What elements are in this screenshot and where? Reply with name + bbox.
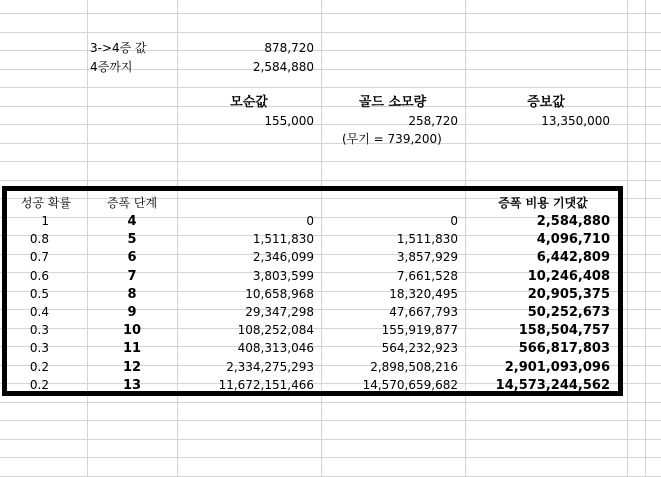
grid-vline [645,0,646,477]
table-cell[interactable]: 1,511,830 [252,232,314,246]
table-cell[interactable]: 2,334,275,293 [226,360,314,374]
table-cell[interactable]: 1,511,830 [396,232,458,246]
table-cell[interactable]: 10,246,408 [527,269,610,284]
table-cell[interactable]: 14,573,244,562 [495,378,610,393]
table-cell[interactable]: 0.8 [29,232,49,246]
grid-hline [0,457,661,458]
table-cell[interactable]: 14,570,659,682 [362,378,458,392]
grid-hline [0,439,661,440]
summary-label-2[interactable]: 4증까지 [90,60,133,74]
table-cell[interactable]: 2,584,880 [536,214,610,229]
gold-cost-value[interactable]: 258,720 [408,114,458,128]
table-cell[interactable]: 0.5 [29,287,49,301]
header-expected-cost[interactable]: 증폭 비용 기댓값 [498,196,588,210]
table-cell[interactable]: 8 [127,287,137,302]
table-cell[interactable]: 3,857,929 [396,250,458,264]
table-cell[interactable]: 5 [127,232,137,247]
table-cell[interactable]: 0.6 [29,269,49,283]
insurance-price-header[interactable]: 증보값 [527,95,565,110]
table-cell[interactable]: 108,252,084 [237,323,314,337]
table-cell[interactable]: 4,096,710 [536,232,610,247]
table-cell[interactable]: 158,504,757 [518,323,610,338]
table-cell[interactable]: 0.4 [29,305,49,319]
base-price-header[interactable]: 모순값 [230,95,268,110]
table-cell[interactable]: 11,672,151,466 [218,378,314,392]
table-cell[interactable]: 12 [122,360,142,375]
grid-hline [0,13,661,14]
table-cell[interactable]: 20,905,375 [527,287,610,302]
table-cell[interactable]: 3,803,599 [252,269,314,283]
table-cell[interactable]: 155,919,877 [381,323,458,337]
table-thick-border [2,186,623,396]
table-cell[interactable]: 7 [127,269,137,284]
grid-hline [0,32,661,33]
table-cell[interactable]: 2,901,093,096 [504,360,610,375]
gold-cost-header[interactable]: 골드 소모량 [358,95,427,110]
table-cell[interactable]: 408,313,046 [237,341,314,355]
table-cell[interactable]: 0 [306,214,314,228]
table-cell[interactable]: 0 [450,214,458,228]
table-cell[interactable]: 29,347,298 [245,305,314,319]
table-cell[interactable]: 1 [41,214,49,228]
grid-hline [0,87,661,88]
summary-value-2[interactable]: 2,584,880 [252,60,314,74]
table-cell[interactable]: 18,320,495 [389,287,458,301]
table-cell[interactable]: 0.3 [29,341,49,355]
table-cell[interactable]: 9 [127,305,137,320]
insurance-price-value[interactable]: 13,350,000 [541,114,610,128]
summary-label-1[interactable]: 3->4증 값 [90,41,147,55]
summary-value-1[interactable]: 878,720 [264,41,314,55]
table-cell[interactable]: 11 [122,341,142,356]
table-cell[interactable]: 2,898,508,216 [370,360,458,374]
table-cell[interactable]: 6,442,809 [536,250,610,265]
table-cell[interactable]: 10,658,968 [245,287,314,301]
grid-hline [0,143,661,144]
table-cell[interactable]: 564,232,923 [381,341,458,355]
table-cell[interactable]: 0.3 [29,323,49,337]
table-cell[interactable]: 47,667,793 [389,305,458,319]
table-cell[interactable]: 4 [127,214,137,229]
table-cell[interactable]: 50,252,673 [527,305,610,320]
weapon-note[interactable]: (무기 = 739,200) [342,132,442,146]
header-success-rate[interactable]: 성공 확률 [20,196,72,210]
table-cell[interactable]: 2,346,099 [252,250,314,264]
table-cell[interactable]: 0.2 [29,360,49,374]
table-cell[interactable]: 7,661,528 [396,269,458,283]
table-cell[interactable]: 6 [127,250,137,265]
table-cell[interactable]: 10 [122,323,142,338]
table-cell[interactable]: 0.7 [29,250,49,264]
grid-hline [0,402,661,403]
grid-hline [0,180,661,181]
table-cell[interactable]: 0.2 [29,378,49,392]
table-cell[interactable]: 566,817,803 [518,341,610,356]
grid-hline [0,420,661,421]
grid-vline [627,0,628,477]
base-price-value[interactable]: 155,000 [264,114,314,128]
header-amp-level[interactable]: 증폭 단계 [106,196,158,210]
table-cell[interactable]: 13 [122,378,142,393]
grid-hline [0,161,661,162]
